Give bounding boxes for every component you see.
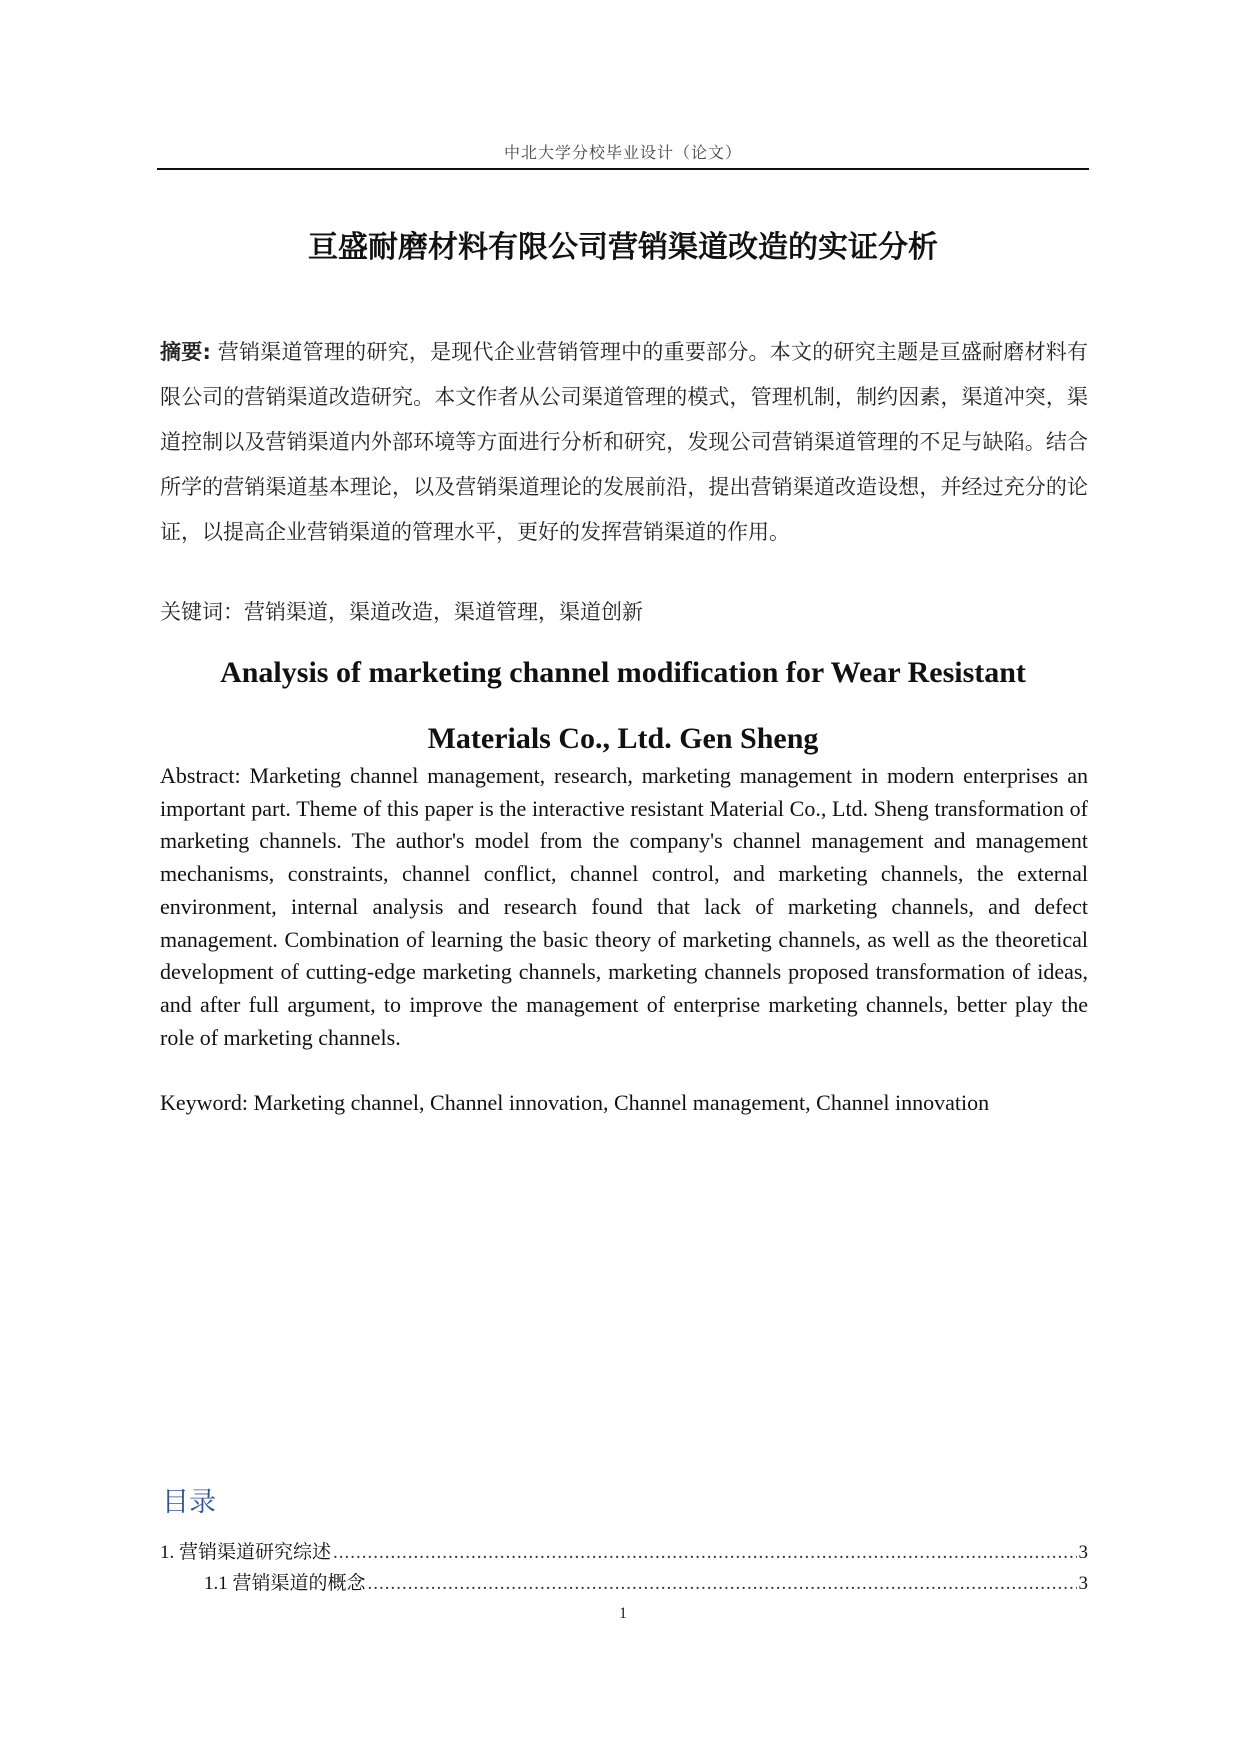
chinese-title: 亘盛耐磨材料有限公司营销渠道改造的实证分析 [308, 230, 938, 265]
toc-entry[interactable] [204, 1568, 1088, 1595]
header-rule [157, 168, 1089, 170]
english-keywords: Keyword: Marketing channel, Channel innovation, Channel management, Channel innovation [160, 1090, 990, 1115]
toc-entry-label: 1. 营销渠道研究综述 [160, 1542, 332, 1563]
english-abstract: Abstract: Marketing channel management, research, marketing management in modern enterprises an important part. Theme of this paper is the interactive resistant Material Co., Ltd. Sheng transformation of marketing channels. The author's model from the company's channel management and management mechanisms, constraints, channel conflict, channel control, and marketing channels, the external environment, internal analysis and research found that lack of marketing channels, and defect management. Combination of learning the basic theory of marketing channels, as well as the theoretical development of cutting-edge marketing channels, marketing channels proposed transformation of ideas, and after full argument, to improve the management of enterprise marketing channels, better play the role of marketing channels. [160, 763, 1088, 1050]
page-number: 1 [619, 1605, 627, 1622]
english-title-line-1: Analysis of marketing channel modification for Wear Resistant [220, 656, 1026, 689]
toc-leader-dots [333, 1542, 1076, 1564]
toc-leader-dots [368, 1573, 1077, 1595]
chinese-keywords [160, 596, 1088, 626]
toc-entry-page: 3 [1078, 1573, 1088, 1594]
toc-heading: 目录 [162, 1487, 216, 1518]
toc-entry[interactable] [160, 1537, 1088, 1564]
chinese-abstract-text: 营销渠道管理的研究，是现代企业营销管理中的重要部分。本文的研究主题是亘盛耐磨材料有限公司的营销渠道改造研究。本文作者从公司渠道管理的模式，管理机制，制约因素，渠道冲突，渠道控制以及营销渠道内外部环境等方面进行分析和研究，发现公司营销渠道管理的不足与缺陷。结合所学的营销渠道基本理论，以及营销渠道理论的发展前沿，提出营销渠道改造设想，并经过充分的论证，以提高企业营销渠道的管理水平，更好的发挥营销渠道的作用。 [160, 340, 1088, 544]
toc-entry-label: 1.1 营销渠道的概念 [204, 1573, 366, 1594]
toc-entry-page: 3 [1078, 1542, 1088, 1563]
chinese-keywords-label: 关键词： [160, 600, 244, 624]
english-title [157, 640, 1089, 772]
chinese-abstract [160, 330, 1088, 555]
running-header: 中北大学分校毕业设计（论文） [503, 143, 742, 162]
chinese-keywords-text: 营销渠道，渠道改造，渠道管理，渠道创新 [244, 600, 643, 624]
english-title-line-2: Materials Co., Ltd. Gen Sheng [427, 722, 819, 755]
chinese-abstract-label: 摘要: [160, 340, 211, 364]
